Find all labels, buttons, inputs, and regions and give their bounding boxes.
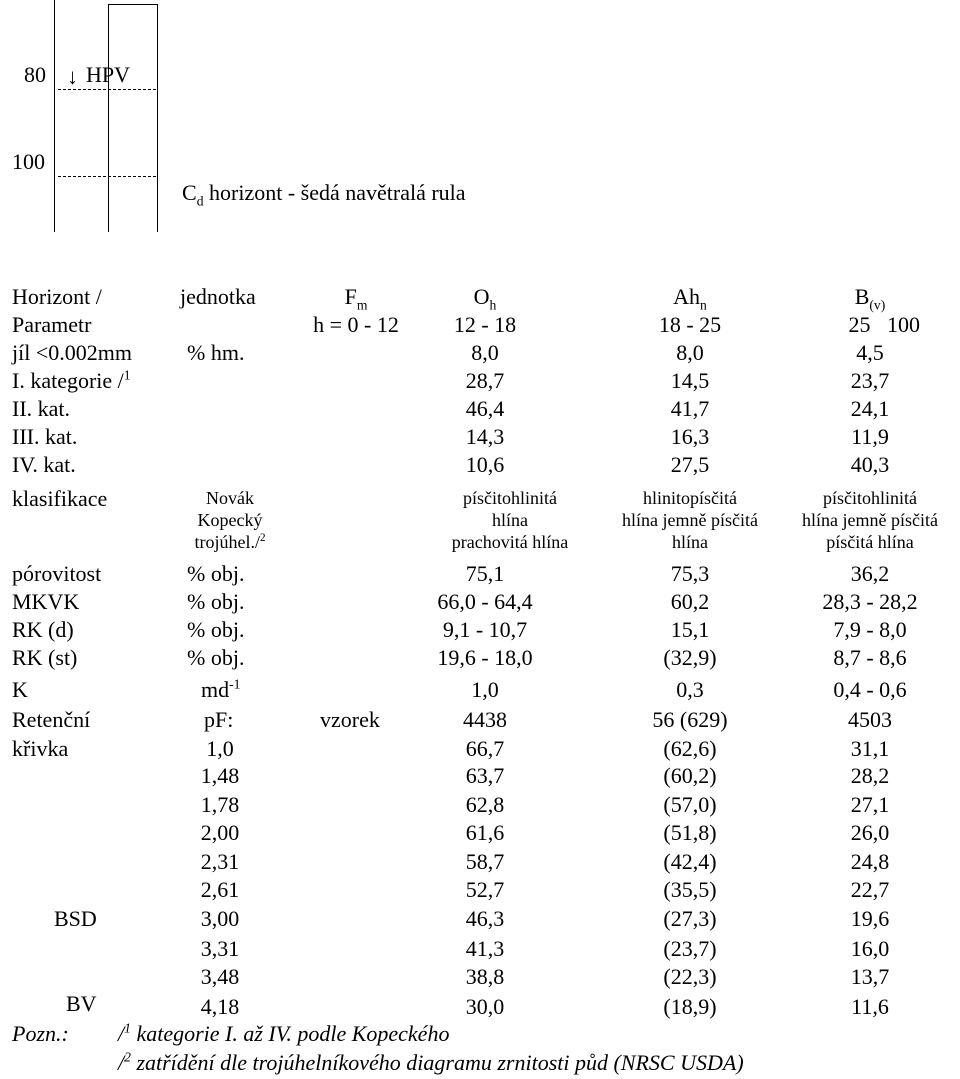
klasifikace-unit: Novák Kopecký trojúhel./$^2$	[194, 488, 266, 552]
clay-oh-1: 28,7	[465, 368, 505, 393]
param-oh-mkvk: 66,0 - 64,4	[437, 589, 533, 614]
header-horizont: Horizont /	[12, 284, 102, 309]
pf-value: 1,48	[200, 763, 240, 788]
bv-label: BV	[66, 991, 97, 1016]
param-ahn-rkd: 15,1	[670, 617, 710, 642]
retention-sample-label: vzorek	[320, 707, 380, 732]
param-unit-rkd: % obj.	[187, 617, 245, 642]
header-oh-depth: 12 - 18	[453, 312, 517, 337]
clay-bv-2: 24,1	[850, 396, 890, 421]
header-ahn-depth: 18 - 25	[658, 312, 722, 337]
param-ahn-k: 0,3	[676, 677, 704, 702]
klasifikace-label: klasifikace	[12, 486, 108, 511]
clay-bv-1: 23,7	[850, 368, 890, 393]
param-label-k: K	[12, 677, 28, 702]
retention-sample-oh: 4438	[463, 707, 507, 732]
header-parametr: Parametr	[12, 312, 92, 337]
profile-top-line	[108, 4, 158, 5]
retention-bv: 22,7	[850, 877, 890, 902]
retention-label: Retenční	[12, 707, 91, 732]
retention-oh: 63,7	[465, 763, 505, 788]
param-oh-rkd: 9,1 - 10,7	[442, 617, 528, 642]
pf-value: 3,48	[200, 964, 240, 989]
retention-oh: 58,7	[465, 849, 505, 874]
param-oh-k: 1,0	[471, 677, 499, 702]
retention-ahn: (51,8)	[663, 820, 717, 845]
param-label-porovitost: pórovitost	[12, 561, 102, 586]
pf-value: 3,31	[200, 936, 240, 961]
retention-ahn: (42,4)	[663, 849, 717, 874]
retention-oh: 52,7	[465, 877, 505, 902]
notes-label: Pozn.:	[12, 1021, 69, 1046]
clay-ahn-1: 14,5	[670, 368, 710, 393]
header-unit: jednotka	[180, 284, 256, 309]
pf-value: 2,00	[200, 820, 240, 845]
clay-oh-4: 10,6	[465, 452, 505, 477]
clay-bv-0: 4,5	[856, 340, 884, 365]
clay-ahn-4: 27,5	[670, 452, 710, 477]
retention-ahn: (62,6)	[663, 736, 717, 761]
retention-ahn: (57,0)	[663, 792, 717, 817]
retention-oh: 30,0	[465, 994, 505, 1019]
profile-mid-line	[108, 4, 109, 232]
param-oh-porovitost: 75,1	[465, 561, 505, 586]
clay-label-4: IV. kat.	[12, 452, 76, 477]
retention-bv: 24,8	[850, 849, 890, 874]
footnote-1: /$^1$ kategorie I. až IV. podle Kopeckého	[118, 1020, 450, 1046]
param-bv-mkvk: 28,3 - 28,2	[822, 589, 918, 614]
param-oh-rkst: 19,6 - 18,0	[437, 645, 533, 670]
param-unit-rkst: % obj.	[187, 645, 245, 670]
retention-oh: 41,3	[465, 936, 505, 961]
param-bv-porovitost: 36,2	[850, 561, 890, 586]
clay-label-3: III. kat.	[12, 424, 78, 449]
param-unit-porovitost: % obj.	[187, 561, 245, 586]
retention-ahn: (23,7)	[663, 936, 717, 961]
param-label-rkd: RK (d)	[12, 617, 74, 642]
retention-bv: 26,0	[850, 820, 890, 845]
param-bv-k: 0,4 - 0,6	[833, 677, 907, 702]
clay-bv-3: 11,9	[851, 424, 889, 449]
clay-unit: % hm.	[187, 340, 245, 365]
header-fm-depth: h = 0 - 12	[313, 312, 399, 337]
param-ahn-porovitost: 75,3	[670, 561, 710, 586]
param-label-mkvk: MKVK	[12, 589, 80, 614]
retention-bv: 11,6	[851, 994, 889, 1019]
retention-ahn: (27,3)	[663, 906, 717, 931]
param-unit-mkvk: % obj.	[187, 589, 245, 614]
clay-label-1: I. kategorie /$^1$	[12, 367, 131, 393]
retention-ahn: (60,2)	[663, 763, 717, 788]
header-oh: $O_h$	[473, 284, 497, 313]
retention-ahn: (35,5)	[663, 877, 717, 902]
header-bv-depth: 25 100	[848, 312, 920, 337]
pf-value: 2,31	[200, 849, 240, 874]
clay-oh-3: 14,3	[465, 424, 505, 449]
param-ahn-mkvk: 60,2	[670, 589, 710, 614]
retention-ahn: (22,3)	[663, 964, 717, 989]
pf-value: 3,00	[200, 906, 240, 931]
depth-80-label: 80	[24, 62, 46, 87]
header-ahn: $Ah_n$	[673, 284, 707, 313]
param-bv-rkst: 8,7 - 8,6	[833, 645, 907, 670]
profile-left-line	[54, 0, 55, 232]
pf-value: 1,0	[206, 736, 234, 761]
profile-right-line	[157, 4, 158, 232]
retention-bv: 13,7	[850, 964, 890, 989]
clay-ahn-0: 8,0	[676, 340, 704, 365]
header-bv: $B_{(v)}$	[854, 284, 886, 313]
retention-oh: 38,8	[465, 964, 505, 989]
retention-bv: 28,2	[850, 763, 890, 788]
param-ahn-rkst: (32,9)	[663, 645, 717, 670]
param-label-rkst: RK (st)	[12, 645, 78, 670]
clay-oh-0: 8,0	[471, 340, 499, 365]
bsd-label: BSD	[54, 906, 97, 931]
pf-value: 2,61	[200, 877, 240, 902]
clay-ahn-2: 41,7	[670, 396, 710, 421]
param-bv-rkd: 7,9 - 8,0	[833, 617, 907, 642]
clay-oh-2: 46,4	[465, 396, 505, 421]
pf-value: 1,78	[200, 792, 240, 817]
retention-oh: 66,7	[465, 736, 505, 761]
retention-oh: 61,6	[465, 820, 505, 845]
retention-oh: 46,3	[465, 906, 505, 931]
retention-ahn: (18,9)	[663, 994, 717, 1019]
clay-label-2: II. kat.	[12, 396, 71, 421]
klasifikace-ahn: hlinitopísčitá hlína jemně písčitá hlína	[622, 488, 758, 552]
footnote-2: /$^2$ zatřídění dle trojúhelníkového diagramu zrnitosti půd (NRSC USDA)	[118, 1049, 744, 1075]
retention-bv: 31,1	[850, 736, 890, 761]
retention-label-2: křivka	[12, 736, 69, 761]
retention-sample-ahn: 56 (629)	[652, 707, 728, 732]
clay-bv-4: 40,3	[850, 452, 890, 477]
clay-label-0: jíl <0.002mm	[12, 340, 132, 365]
depth-100-label: 100	[12, 149, 45, 174]
header-fm: $F_m$	[344, 284, 368, 313]
param-unit-k: $md^{-1}$	[201, 676, 241, 702]
pf-value: 4,18	[200, 994, 240, 1019]
retention-bv: 16,0	[850, 936, 890, 961]
depth-100-dash	[58, 176, 156, 177]
horizon-c-label: $C_d$ horizont - šedá navětralá rula	[182, 180, 466, 209]
retention-bv: 27,1	[850, 792, 890, 817]
retention-oh: 62,8	[465, 792, 505, 817]
retention-bv: 19,6	[850, 906, 890, 931]
clay-ahn-3: 16,3	[670, 424, 710, 449]
klasifikace-bv: písčitohlinitá hlína jemně písčitá písčitá hlína	[802, 488, 938, 552]
retention-pf-label: pF:	[204, 707, 234, 732]
klasifikace-oh: písčitohlinitá hlína prachovitá hlína	[451, 488, 569, 552]
hpv-arrow-icon: ↓	[67, 64, 78, 89]
hpv-label: HPV	[86, 62, 131, 87]
retention-sample-bv: 4503	[848, 707, 892, 732]
